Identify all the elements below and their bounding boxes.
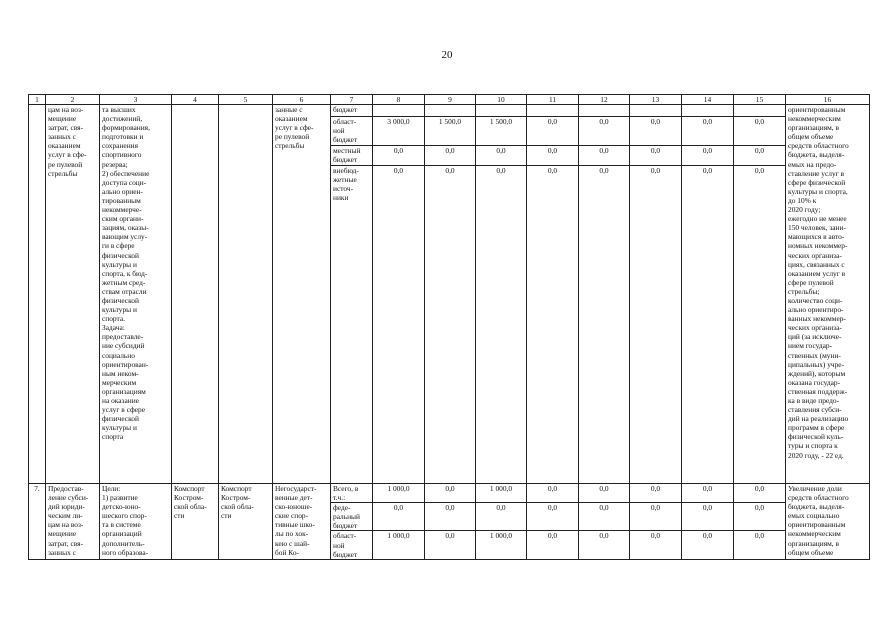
- cell-amount: 0,0: [579, 146, 630, 166]
- cell-event-name: Предостав- ление субси- дий юриди- ческим ли- цам на воз- мещение затрат, свя- занных с: [46, 484, 100, 560]
- cell-amount: 0,0: [630, 146, 682, 166]
- header-row: [29, 95, 870, 105]
- cell-amount: [734, 105, 786, 117]
- header-cell: 16: [786, 95, 870, 105]
- cell-amount: 0,0: [682, 166, 734, 484]
- cell-amount: 0,0: [579, 484, 630, 503]
- header-cell: 5: [219, 95, 273, 105]
- cell-amount: 0,0: [425, 166, 476, 484]
- cell-amount: 1 500,0: [425, 117, 476, 146]
- cell-amount: 1 000,0: [476, 531, 527, 559]
- cell-source: феде- ральный бюджет: [331, 503, 373, 531]
- cell-recipients: занные с оказанием услуг в сфе- ре пулевой стрельбы: [273, 105, 331, 484]
- cell-amount: 0,0: [476, 166, 527, 484]
- cell-amount: 0,0: [682, 503, 734, 531]
- table-row: [29, 484, 870, 503]
- cell-source: внебюд- жетные источ- ники: [331, 166, 373, 484]
- cell-amount: 0,0: [373, 166, 425, 484]
- header-cell: 10: [476, 95, 527, 105]
- cell-number: [29, 105, 46, 484]
- cell-amount: 0,0: [527, 531, 579, 559]
- cell-amount: [527, 105, 579, 117]
- cell-amount: 1 000,0: [373, 531, 425, 559]
- cell-goals: та высших достижений, формирования, подготовки и сохранения спортивного резерва; 2) обеспечение доступа соци- ально ориен- тированным некоммерче- ским органи- зациям, оказы- вающим услу- ги в сфере физической культуры и спорта, к бюд- жетным сред- ствам отрасли физической культуры и спорта. Задача: предоставле- ние субсидий социально ориентирован- ным неком- мерческим организациям на оказание услуг в сфере физической культуры и спорта: [100, 105, 172, 484]
- cell-amount: 0,0: [527, 503, 579, 531]
- cell-amount: 0,0: [682, 146, 734, 166]
- cell-amount: 0,0: [425, 146, 476, 166]
- cell-amount: 0,0: [630, 531, 682, 559]
- cell-source: област- ной бюджет: [331, 117, 373, 146]
- cell-source: бюджет: [331, 105, 373, 117]
- header-cell: 1: [29, 95, 46, 105]
- header-cell: 13: [630, 95, 682, 105]
- table-row: [29, 105, 870, 117]
- cell-amount: 0,0: [682, 484, 734, 503]
- cell-amount: 0,0: [734, 117, 786, 146]
- cell-amount: 0,0: [425, 503, 476, 531]
- cell-amount: 3 000,0: [373, 117, 425, 146]
- cell-amount: 0,0: [527, 166, 579, 484]
- cell-source: Всего, в т.ч.:: [331, 484, 373, 503]
- cell-executor: Комспорт Костром- ской обла- сти: [219, 484, 273, 560]
- cell-indicators: Увеличение доли средств областного бюджета, выделя- емых социально ориентированным некоммерческим организациям, в общем объеме: [786, 484, 870, 560]
- cell-executor: [219, 105, 273, 484]
- cell-recipients: Негосударст- венные дет- ско-юноше- ские спор- тивные шко- лы по хок- кею с шай- бой Ко-: [273, 484, 331, 560]
- header-cell: 8: [373, 95, 425, 105]
- cell-amount: 0,0: [527, 117, 579, 146]
- cell-amount: 0,0: [630, 117, 682, 146]
- page-number: 20: [441, 49, 453, 61]
- cell-amount: 0,0: [373, 503, 425, 531]
- cell-amount: 0,0: [527, 484, 579, 503]
- cell-amount: 0,0: [476, 503, 527, 531]
- cell-customer: [172, 105, 219, 484]
- cell-event-name: цам на воз- мещение затрат, свя- занных с оказанием услуг в сфе- ре пулевой стрельбы: [46, 105, 100, 484]
- header-cell: 2: [46, 95, 100, 105]
- cell-amount: 1 000,0: [373, 484, 425, 503]
- cell-amount: 0,0: [630, 166, 682, 484]
- cell-amount: [476, 105, 527, 117]
- cell-amount: 0,0: [579, 531, 630, 559]
- cell-amount: 0,0: [630, 503, 682, 531]
- cell-amount: [682, 105, 734, 117]
- cell-amount: 0,0: [579, 503, 630, 531]
- cell-source: местный бюджет: [331, 146, 373, 166]
- header-cell: 14: [682, 95, 734, 105]
- cell-amount: 1 000,0: [476, 484, 527, 503]
- cell-amount: 0,0: [734, 146, 786, 166]
- cell-amount: 0,0: [734, 166, 786, 484]
- program-table: [28, 94, 870, 560]
- cell-amount: 0,0: [734, 484, 786, 503]
- cell-amount: [425, 105, 476, 117]
- cell-amount: [373, 105, 425, 117]
- cell-amount: 0,0: [579, 117, 630, 146]
- cell-amount: 0,0: [734, 503, 786, 531]
- cell-amount: 0,0: [630, 484, 682, 503]
- cell-customer: Комспорт Костром- ской обла- сти: [172, 484, 219, 560]
- cell-amount: 0,0: [425, 484, 476, 503]
- header-cell: 11: [527, 95, 579, 105]
- cell-amount: 0,0: [373, 146, 425, 166]
- cell-amount: 0,0: [476, 146, 527, 166]
- header-cell: 6: [273, 95, 331, 105]
- header-cell: 7: [331, 95, 373, 105]
- header-cell: 3: [100, 95, 172, 105]
- cell-amount: 1 500,0: [476, 117, 527, 146]
- cell-amount: 0,0: [682, 117, 734, 146]
- header-cell: 12: [579, 95, 630, 105]
- header-cell: 15: [734, 95, 786, 105]
- cell-amount: [630, 105, 682, 117]
- cell-amount: 0,0: [425, 531, 476, 559]
- cell-amount: [579, 105, 630, 117]
- cell-amount: 0,0: [579, 166, 630, 484]
- cell-amount: 0,0: [527, 146, 579, 166]
- header-cell: 4: [172, 95, 219, 105]
- cell-amount: 0,0: [682, 531, 734, 559]
- cell-source: област- ной бюджет: [331, 531, 373, 559]
- cell-goals: Цели: 1) развитие детско-юно- шеского спор- та в системе организаций дополнитель- ного образова-: [100, 484, 172, 560]
- header-cell: 9: [425, 95, 476, 105]
- cell-number: 7.: [29, 484, 46, 560]
- cell-amount: 0,0: [734, 531, 786, 559]
- cell-indicators: ориентированным некоммерческим организациям, в общем объеме средств областного бюджета, выделя- емых на предо- ставление услуг в сфере физической культуры и спорта, до 10% к 2020 году; ежегодно не менее 150 человек, зани- мающихся в авто- номных некоммер- ческих организа- циях, связанных с оказанием услуг в сфере пулевой стрельбы; количество соци- ально ориентиро- ванных некоммер- ческих организа- ций (за исключе- нием государ- ственных (муни- ципальных) учре- ждений), которым оказана государ- ственная поддерж- ка в виде предо- ставления субси- дий на реализацию программ в сфере физической куль- туры и спорта к 2020 году, - 22 ед.: [786, 105, 870, 484]
